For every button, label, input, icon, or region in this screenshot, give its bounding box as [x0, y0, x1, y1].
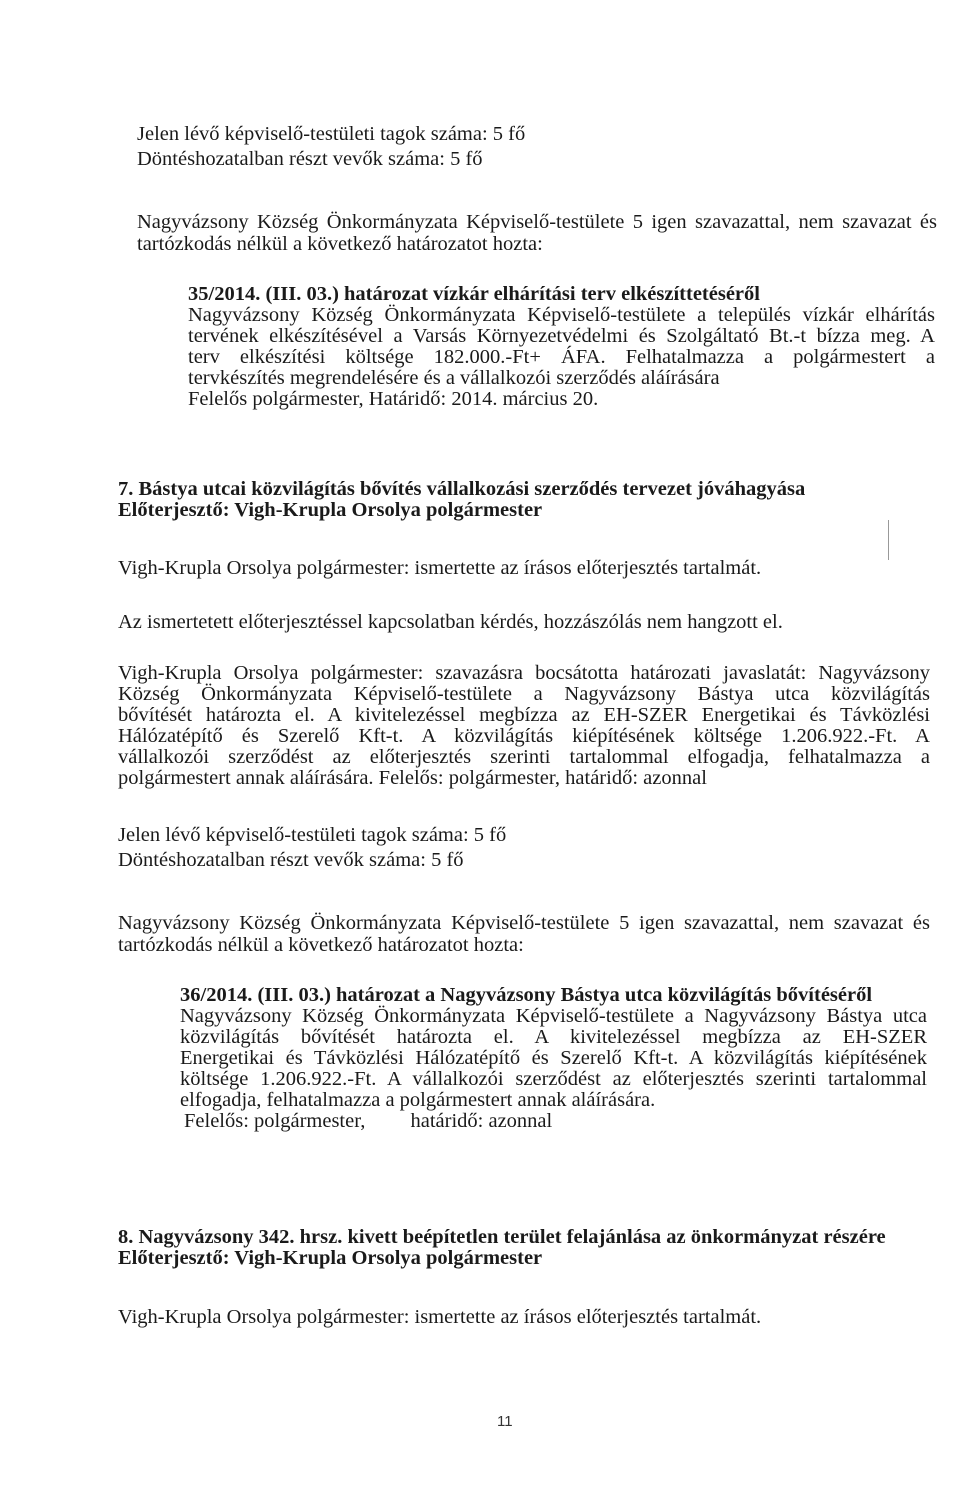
resolution-36 — [180, 985, 927, 1132]
proposal-line-2: Község Önkormányzata Képviselő-testülete a Nagyvázsony Bástya utca közvilágítás — [118, 683, 930, 705]
members-count: Jelen lévő képviselő-testületi tagok száma: 5 fő — [137, 123, 526, 145]
agenda-item-8 — [118, 1227, 930, 1269]
resolution-36-line-5: elfogadja, felhatalmazza a polgármestert annak aláírására. — [180, 1089, 656, 1111]
item-7-intro: Vigh-Krupla Orsolya polgármester: ismertette az írásos előterjesztés tartalmát. — [118, 557, 762, 579]
item-8-title: 8. Nagyvázsony 342. hrsz. kivett beépítetlen terület felajánlása az önkormányzat részére — [118, 1226, 886, 1248]
responsible-label: Felelős: polgármester, — [184, 1110, 366, 1132]
resolution-36-line-4: költsége 1.206.922.-Ft. A vállalkozói szerződést az előterjesztés szerinti tartalommal — [180, 1068, 927, 1090]
attendance-block-1 — [137, 124, 937, 170]
item-8-intro: Vigh-Krupla Orsolya polgármester: ismertette az írásos előterjesztés tartalmát. — [118, 1306, 762, 1328]
members-count-2: Jelen lévő képviselő-testületi tagok száma: 5 fő — [118, 824, 507, 846]
vote-statement-1 — [137, 212, 937, 255]
proposal-line-4: Hálózatépítő és Szerelő Kft-t. A közvilágítás kiépítésének költsége 1.206.922.-Ft. A — [118, 725, 930, 747]
proposal-line-6: polgármestert annak aláírására. Felelős: polgármester, határidő: azonnal — [118, 767, 707, 789]
deadline-label: határidő: azonnal — [410, 1110, 553, 1132]
resolution-36-line-1: Nagyvázsony Község Önkormányzata Képviselő-testülete a Nagyvázsony Bástya utca — [180, 1005, 927, 1027]
voters-count: Döntéshozatalban részt vevők száma: 5 fő — [137, 148, 483, 170]
resolution-35-line-5: Felelős polgármester, Határidő: 2014. március 20. — [188, 388, 599, 410]
agenda-item-7 — [118, 479, 918, 521]
proposal-line-5: vállalkozói szerződést az előterjesztés szerinti tartalommal elfogadja, felhatalmazza a — [118, 746, 930, 768]
resolution-36-responsibility — [180, 1111, 927, 1132]
item-7-title: 7. Bástya utcai közvilágítás bővítés vállalkozási szerződés tervezet jóváhagyása — [118, 478, 806, 500]
resolution-36-line-3: Energetikai és Távközlési Hálózatépítő és Szerelő Kft-t. A közvilágítás kiépítésének — [180, 1047, 927, 1069]
resolution-35-line-3: terv elkészítési költsége 182.000.-Ft+ ÁFA. Felhatalmazza a polgármestert a — [188, 346, 935, 368]
vote-2-line-2: tartózkodás nélkül a következő határozatot hozta: — [118, 934, 524, 956]
item-8-presenter: Előterjesztő: Vigh-Krupla Orsolya polgármester — [118, 1247, 543, 1269]
vote-2-line-1: Nagyvázsony Község Önkormányzata Képviselő-testülete 5 igen szavazattal, nem szavazat és — [118, 912, 930, 934]
voters-count-2: Döntéshozatalban részt vevők száma: 5 fő — [118, 849, 464, 871]
resolution-35-line-1: Nagyvázsony Község Önkormányzata Képviselő-testülete a település vízkár elhárítás — [188, 304, 935, 326]
resolution-35-line-4: tervkészítés megrendelésére és a vállalkozói szerződés aláírására — [188, 367, 720, 389]
resolution-35-title: 35/2014. (III. 03.) határozat vízkár elhárítási terv elkészíttetéséről — [188, 283, 760, 305]
resolution-35 — [188, 284, 935, 410]
vote-line-1: Nagyvázsony Község Önkormányzata Képviselő-testülete 5 igen szavazattal, nem szavazat és — [137, 211, 937, 233]
vote-statement-2 — [118, 913, 930, 956]
item-7-proposal — [118, 663, 930, 789]
item-7-no-questions: Az ismertetett előterjesztéssel kapcsolatban kérdés, hozzászólás nem hangzott el. — [118, 611, 783, 633]
proposal-line-1: Vigh-Krupla Orsolya polgármester: szavazásra bocsátotta határozati javaslatát: Nagyvázsony — [118, 662, 930, 684]
vote-line-2: tartózkodás nélkül a következő határozatot hozta: — [137, 233, 543, 255]
attendance-block-2 — [118, 825, 918, 871]
resolution-36-line-2: közvilágítás bővítését határozta el. A kivitelezéssel megbízza az EH-SZER — [180, 1026, 927, 1048]
scan-line-right — [888, 520, 889, 560]
page-number: 11 — [497, 1413, 513, 1430]
resolution-36-title: 36/2014. (III. 03.) határozat a Nagyvázsony Bástya utca közvilágítás bővítéséről — [180, 984, 873, 1006]
proposal-line-3: bővítését határozta el. A kivitelezéssel megbízza az EH-SZER Energetikai és Távközlési — [118, 704, 930, 726]
resolution-35-line-2: tervének elkészítésével a Varsás Környezetvédelmi és Szolgáltató Bt.-t bízza meg. A — [188, 325, 935, 347]
item-7-presenter: Előterjesztő: Vigh-Krupla Orsolya polgármester — [118, 499, 543, 521]
